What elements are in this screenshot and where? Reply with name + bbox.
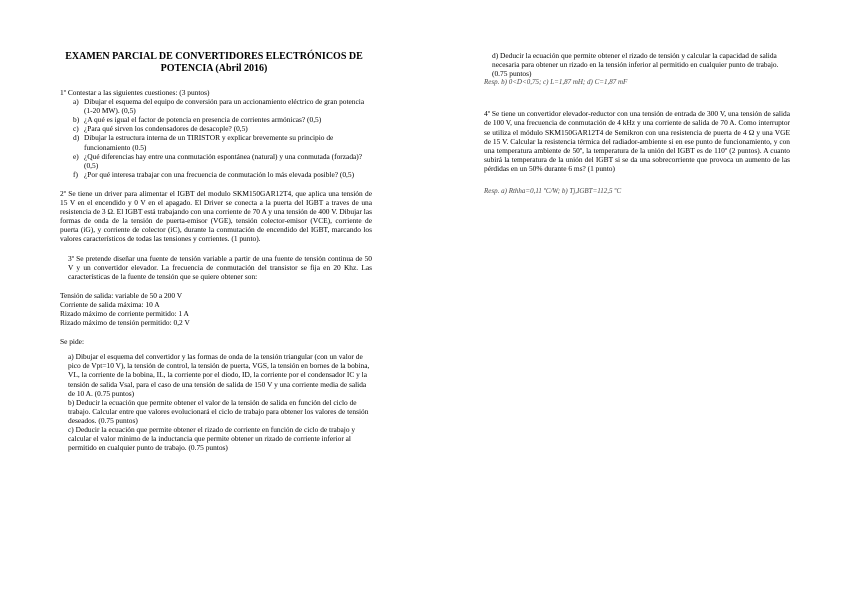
- left-column: [60, 51, 372, 452]
- right-column: [484, 51, 790, 196]
- spec-line: Tensión de salida: variable de 50 a 200 V: [60, 290, 183, 300]
- question-2: 2º Se tiene un driver para alimentar el IGBT del modulo SKM150GAR12T4, que aplica una tensión de 15 V en el encendido y 0 V en el apagado. El Driver se conecta a la puerta del IGBT a traves de una resistencia de 3 Ω. El IGBT está trabajando con una corriente de 70 A y una tensión de 400 V. Dibujar las formas de onda de la tensión de puerta-emisor (VGE), tensión colector-emisor (VCE), corriente de puerta (iG), y corriente de colector (iC), durante la conmutación de encendido del IGBT, marcando los valores característicos de todas las tensiones y corrientes. (1 punto).: [60, 188, 372, 244]
- list-item: b) ¿A qué es igual el factor de potencia en presencia de corrientes armónicas? (0,5): [73, 115, 322, 125]
- question-3: 3º Se pretende diseñar una fuente de tensión variable a partir de una fuente de tensión continua de 50 V y un convertidor elevador. La frecuencia de conmutación del transistor se fija en 20 Khz. Las características de la fuente de tensión que se quiere obtener son:: [68, 253, 372, 281]
- list-item: b) Deducir la ecuación que permite obtener el valor de la tensión de salida en función del ciclo de trabajo. Calcular entre que valores evolucionará el ciclo de trabajo para obtener los valores de tensión deseados. (0.75 puntos): [68, 397, 369, 425]
- question-4-answer: Resp. a) Rthha=0,11 ºC/W; b) Tj,IGBT=112,5 ºC: [484, 187, 622, 196]
- spec-line: Rizado máximo de tensión permitido: 0,2 V: [60, 318, 190, 328]
- list-item: a) Dibujar el esquema del convertidor y las formas de onda de la tensión triangular (con un valor de pico de Vpt=10 V), la tensión de control, la tensión de puerta, VGS, la tensión en bornes de la bobina, VL, la corriente de la bobina, IL, la corriente por el diodo, ID, la corriente por el condensador IC y la tensión de salida Vsal, para el caso de una tensión de salida de 150 V y una corriente media de salida de 10 A. (0.75 puntos): [68, 352, 370, 398]
- se-pide: Se pide:: [60, 337, 85, 347]
- list-item: f) ¿Por qué interesa trabajar con una frecuencia de conmutación lo más elevada posible? (0,5): [73, 169, 355, 179]
- question-3-list: [60, 352, 372, 452]
- list-item: c) Deducir la ecuación que permite obtener el rizado de corriente en función de ciclo de trabajo y calcular el valor mínimo de la inductancia que permite obtener un rizado de corriente inferior al permitido en cualquier punto de trabajo. (0.75 puntos): [68, 425, 356, 453]
- list-item: d) Dibujar la estructura interna de un TIRISTOR y explicar brevemente su principio de funcionamiento (0.5): [73, 133, 334, 152]
- list-item: d) Deducir la ecuación que permite obtener el rizado de tensión y calcular la capacidad de salida necesaria para obtener un rizado en la tensión inferior al permitido en cualquier punto de trabajo. (0.75 puntos): [492, 51, 779, 79]
- list-item: a) Dibujar el esquema del equipo de conversión para un accionamiento eléctrico de gran potencia (1-20 MW). (0,5): [73, 97, 365, 116]
- question-3-answer: Resp. b) 0<D<0,75; c) L=1,87 mH; d) C=1,87 mF: [484, 78, 628, 87]
- question-4: 4º Se tiene un convertidor elevador-reductor con una tensión de entrada de 300 V, una tensión de salida de 100 V, una frecuencia de conmutación de 4 kHz y una corriente de salida de 70 A. Como interruptor se utiliza el módulo SKM150GAR12T4 de Semikron con una resistencia de puerta de 4 Ω y una VGE de 15 V. Calcular la resistencia térmica del radiador-ambiente si en ese punto de funcionamiento, y con una temperatura ambiente de 50º, la temperatura de la unión del IGBT es de 110º (2 puntos). A cuanto subirá la temperatura de la unión del IGBT si se da una sobrecorriente que provoca un aumento de las pérdidas en un 50% durante 6 ms? (1 punto): [484, 109, 790, 173]
- exam-title: EXAMEN PARCIAL DE CONVERTIDORES ELECTRÓNICOS DE POTENCIA (Abril 2016): [65, 51, 363, 74]
- question-1-list: [60, 97, 372, 179]
- question-3-continued: [484, 51, 790, 78]
- spec-line: Rizado máximo de corriente permitido: 1 A: [60, 308, 189, 318]
- question-3-specs: [60, 291, 372, 327]
- question-1: [60, 88, 372, 179]
- question-1-intro: 1º Contestar a las siguientes cuestiones: (3 puntos): [60, 88, 210, 97]
- list-item: e) ¿Qué diferencias hay entre una conmutación espontánea (natural) y una conmutada (forzada)? (0,5): [73, 151, 363, 170]
- list-item: c) ¿Para qué sirven los condensadores de desacople? (0,5): [73, 124, 248, 134]
- spec-line: Corriente de salida máxima: 10 A: [60, 299, 160, 309]
